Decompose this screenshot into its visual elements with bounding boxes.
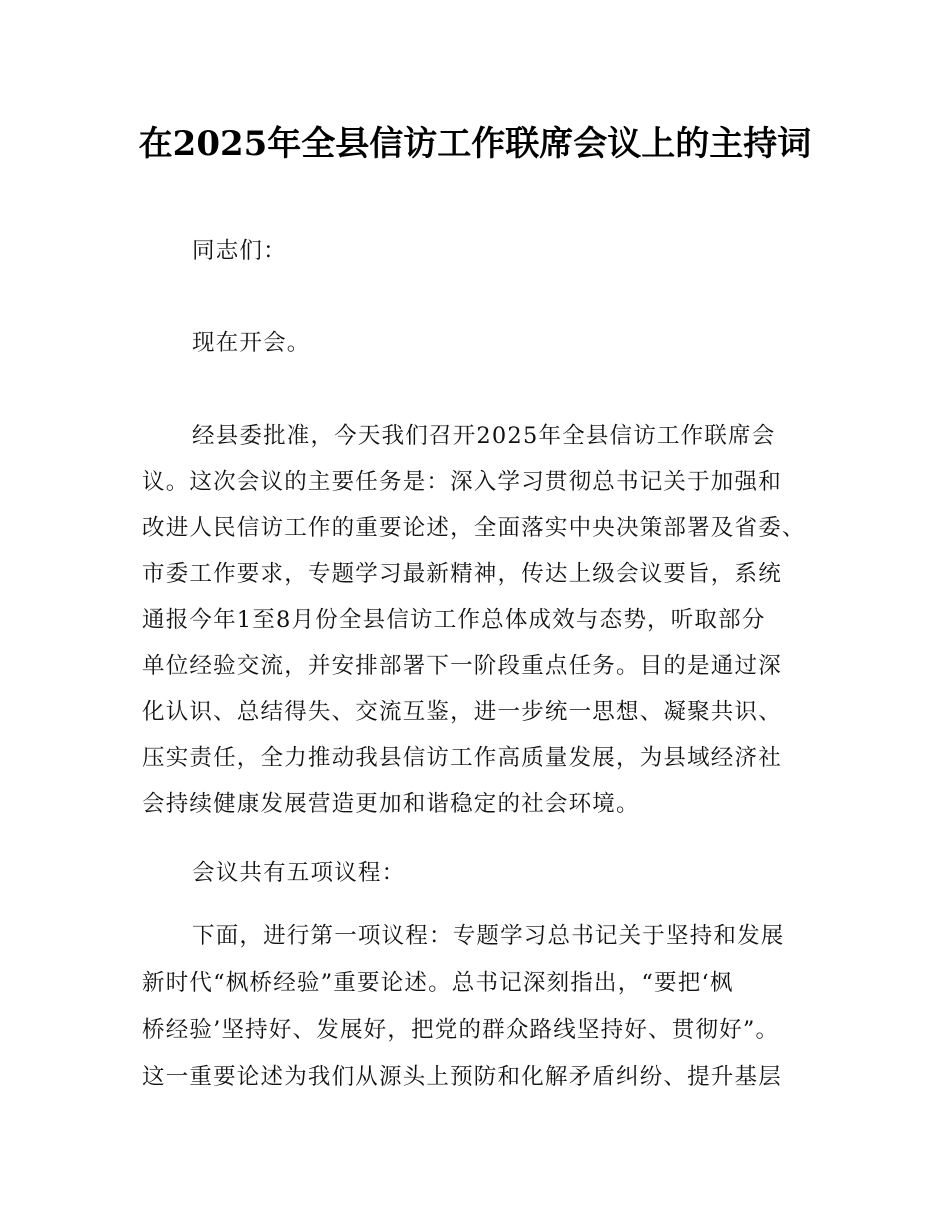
paragraph-line: 通报今年1至8月份全县信访工作总体成效与态势，听取部分 (142, 607, 766, 633)
document-title: 在2025年全县信访工作联席会议上的主持词 (138, 124, 812, 164)
paragraph-line: 下面，进行第一项议程：专题学习总书记关于坚持和发展 (192, 923, 785, 949)
greeting: 同志们： (192, 238, 287, 264)
paragraph-line: 这一重要论述为我们从源头上预防和化解矛盾纠纷、提升基层 (142, 1064, 782, 1090)
paragraph-line: 市委工作要求，专题学习最新精神，传达上级会议要旨，系统 (142, 561, 782, 587)
paragraph-line: 化认识、总结得失、交流互鉴，进一步统一思想、凝聚共识、 (142, 699, 782, 725)
opening-line: 现在开会。 (192, 330, 311, 356)
paragraph-line: 议。这次会议的主要任务是：深入学习贯彻总书记关于加强和 (142, 469, 782, 495)
paragraph-line: 新时代“枫桥经验”重要论述。总书记深刻指出，“要把‘枫 (142, 970, 734, 996)
paragraph-line: 改进人民信访工作的重要论述，全面落实中央决策部署及省委、 (142, 515, 806, 541)
paragraph-line: 会持续健康发展营造更加和谐稳定的社会环境。 (142, 791, 640, 817)
paragraph-line: 桥经验’坚持好、发展好，把党的群众路线坚持好、贯彻好”。 (142, 1017, 780, 1043)
paragraph-line: 经县委批准，今天我们召开2025年全县信访工作联席会 (192, 423, 776, 449)
paragraph-line: 单位经验交流，并安排部署下一阶段重点任务。目的是通过深 (142, 653, 782, 679)
paragraph-line: 压实责任，全力推动我县信访工作高质量发展，为县域经济社 (142, 745, 782, 771)
agenda-intro: 会议共有五项议程： (192, 860, 406, 886)
